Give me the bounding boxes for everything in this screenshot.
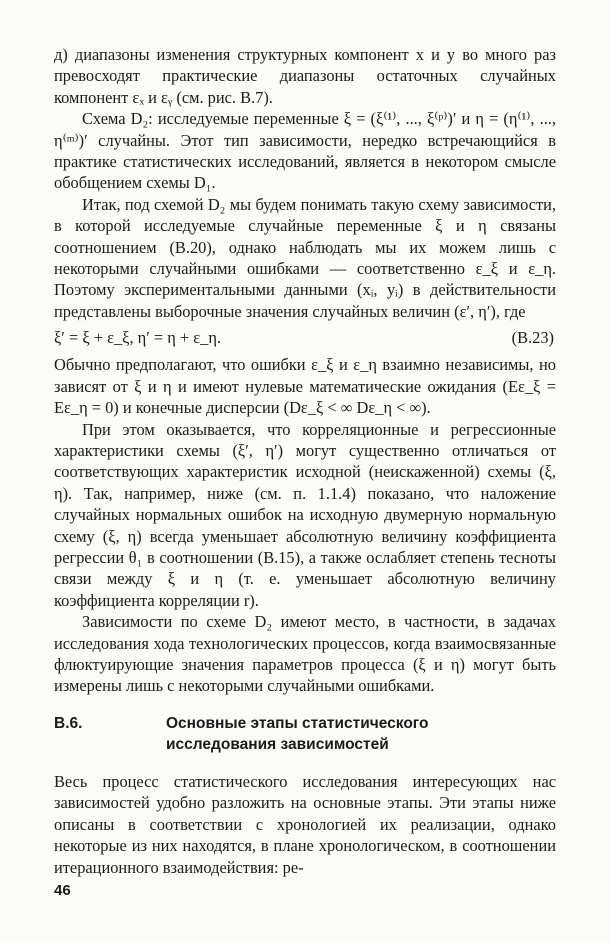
page-number: 46	[54, 882, 71, 899]
text-block-upper	[54, 44, 556, 697]
text-block-lower	[54, 771, 556, 878]
section-number: В.6.	[54, 715, 83, 732]
paragraph-applications: Зависимости по схеме D₂ имеют место, в частности, в задачах исследования хода технологических процессов, когда взаимосвязанные флюктуирующие значения параметров процесса (ξ и η) могут быть измерены лишь с некоторыми случайными ошибками.	[54, 612, 556, 696]
paragraph-scheme-d2: Схема D₂: исследуемые переменные ξ = (ξ⁽¹⁾, ..., ξ⁽ᵖ⁾)′ и η = (η⁽¹⁾, ..., η⁽ᵐ⁾)′ случайны. Этот тип зависимости, нередко встречающийся в практике статистических исследований, является в некотором смысле обобщением схемы D₁.	[54, 109, 556, 193]
section-title: Основные этапы статистического исследования зависимостей	[166, 715, 429, 753]
equation-formula: ξ′ = ξ + ε_ξ, η′ = η + ε_η.	[54, 328, 222, 348]
equation-b23	[54, 322, 556, 354]
paragraph-stages-intro: Весь процесс статистического исследования интересующих нас зависимостей удобно разложить на основные этапы. Эти этапы ниже описаны в соответствии с хронологией их реализации, однако некоторые из них находятся, в плане хронологическом, в соотношении итерационного взаимодействия: ре-	[54, 772, 556, 877]
equation-number: (В.23)	[511, 328, 554, 348]
paragraph-d-item: д) диапазоны изменения структурных компонент x и y во много раз превосходят практические диапазоны остаточных случайных компонент εₓ и εᵧ (см. рис. В.7).	[54, 45, 556, 107]
paragraph-errors-assumption: Обычно предполагают, что ошибки ε_ξ и ε_η взаимно независимы, но зависят от ξ и η и имеют нулевые математические ожидания (Eε_ξ = Eε_η = 0) и конечные дисперсии (Dε_ξ < ∞ Dε_η < ∞).	[54, 355, 556, 418]
paragraph-correlation-effects: При этом оказывается, что корреляционные и регрессионные характеристики схемы (ξ′, η′) могут существенно отличаться от соответствующих характеристик исходной (неискаженной) схемы (ξ, η). Так, например, ниже (см. п. 1.1.4) показано, что наложение случайных нормальных ошибок на исходную двумерную нормальную схему (ξ, η) всегда уменьшает абсолютную величину коэффициента регрессии θ₁ в соотношении (В.15), а также ослабляет степень тесноты связи между ξ и η (т. е. уменьшает абсолютную величину коэффициента корреляции r).	[54, 419, 556, 610]
paragraph-scheme-definition: Итак, под схемой D₂ мы будем понимать такую схему зависимости, в которой исследуемые случайные переменные ξ и η связаны соотношением (В.20), однако наблюдать мы их можем лишь с некоторыми случайными ошибками — соответственно ε_ξ и ε_η. Поэтому экспериментальными данными (xᵢ, yᵢ) в действительности представлены выборочные значения случайных величин (ε′, η′), где	[54, 194, 556, 321]
